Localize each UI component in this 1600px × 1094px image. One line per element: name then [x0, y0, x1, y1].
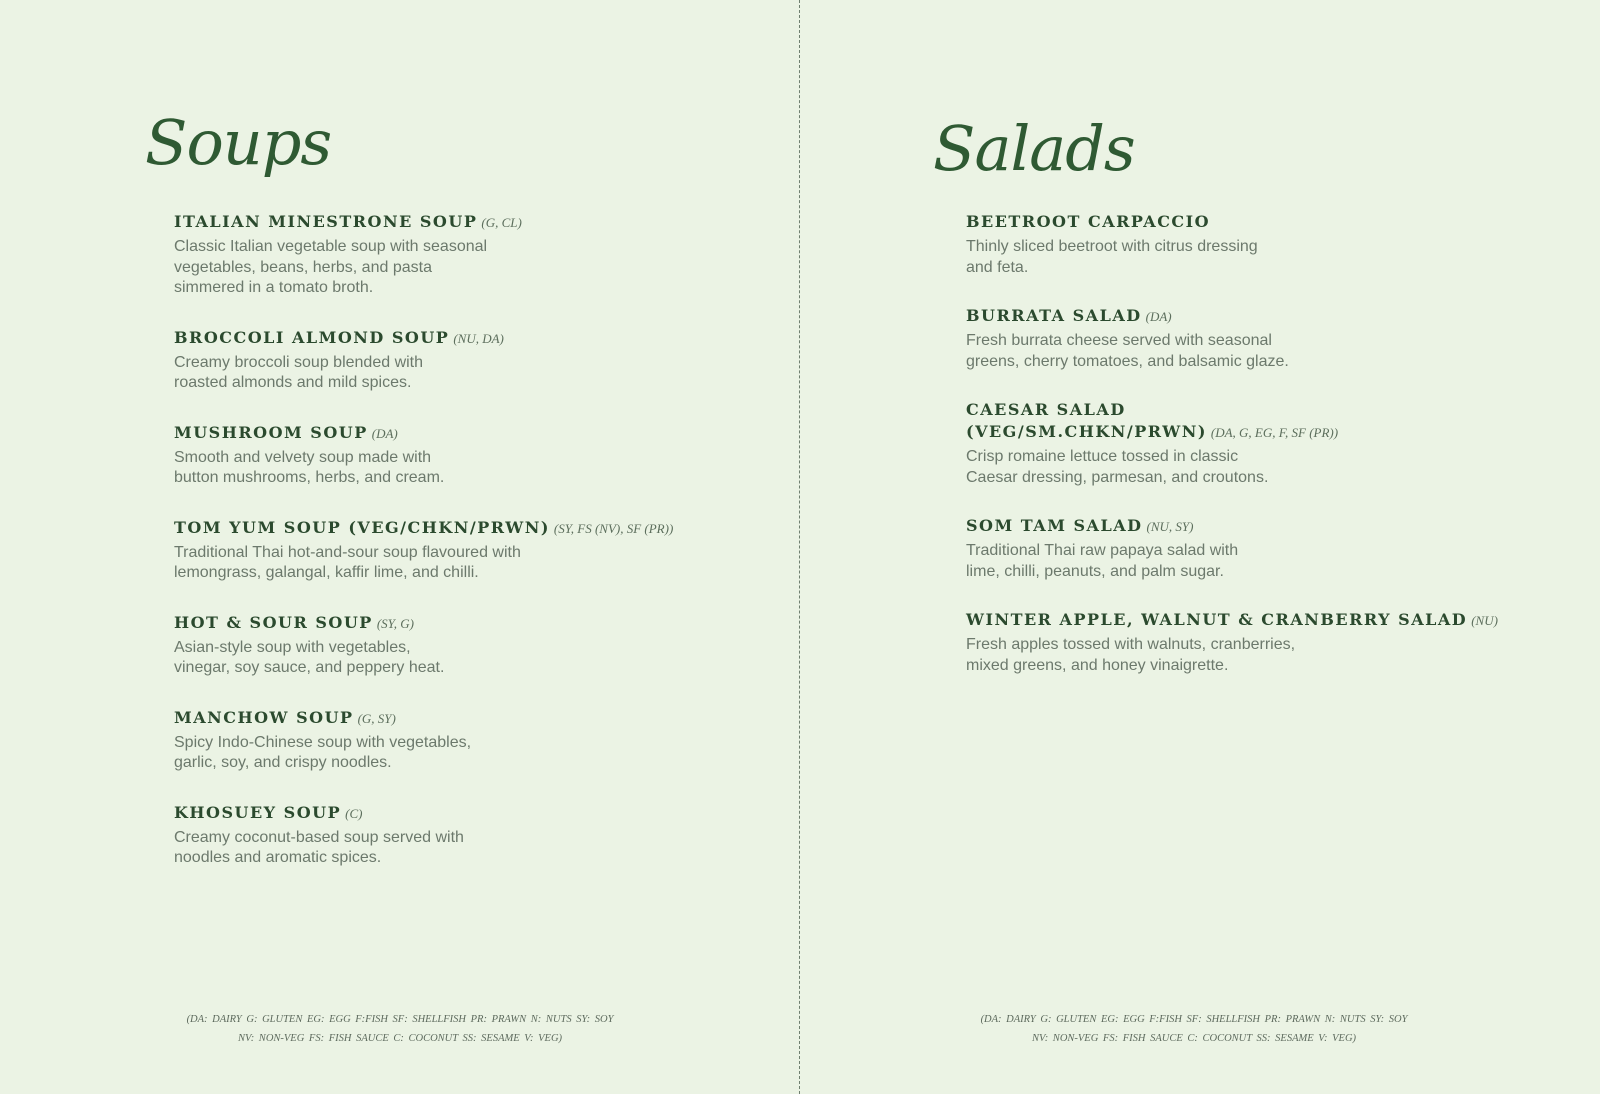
allergen-legend	[140, 1010, 660, 1048]
item-name: WINTER APPLE, WALNUT & CRANBERRY SALAD (NU)	[966, 610, 1498, 629]
allergen-codes: (DA)	[371, 425, 398, 441]
salads-page	[801, 0, 1600, 1094]
allergen-codes: (NU, DA)	[453, 330, 504, 346]
item-name: CAESAR SALAD (VEG/SM.CHKN/PRWN) (DA, G, EG, F, SF (PR))	[966, 400, 1339, 441]
menu-item	[174, 612, 734, 679]
allergen-codes: (NU, SY)	[1146, 519, 1194, 534]
salads-list	[966, 211, 1566, 703]
item-name: TOM YUM SOUP (VEG/CHKN/PRWN) (SY, FS (NV), SF (PR))	[174, 517, 674, 537]
menu-item	[174, 422, 734, 489]
menu-item	[966, 211, 1566, 278]
allergen-codes: (G, SY)	[357, 710, 396, 726]
menu-item	[966, 399, 1566, 488]
soups-page	[0, 0, 799, 1094]
soups-list	[174, 211, 734, 897]
item-name: BEETROOT CARPACCIO	[966, 212, 1211, 231]
allergen-codes: (DA, G, EG, F, SF (PR))	[1210, 425, 1339, 440]
allergen-legend	[934, 1010, 1454, 1048]
menu-item	[174, 211, 734, 299]
allergen-codes: (DA)	[1145, 309, 1172, 324]
item-description: Thinly sliced beetroot with citrus dressing and feta.	[966, 238, 1258, 276]
item-description: Spicy Indo-Chinese soup with vegetables, garlic, soy, and crispy noodles.	[174, 733, 472, 771]
menu-item	[966, 305, 1566, 372]
item-description: Fresh burrata cheese served with seasonal greens, cherry tomatoes, and balsamic glaze.	[966, 332, 1289, 370]
item-name: HOT & SOUR SOUP (SY, G)	[174, 612, 414, 632]
salads-title: Salads	[933, 112, 1135, 185]
legend-line: (DA: DAIRY G: GLUTEN EG: EGG F:FISH SF: SHELLFISH PR: PRAWN N: NUTS SY: SOY	[186, 1014, 614, 1025]
legend-line: (DA: DAIRY G: GLUTEN EG: EGG F:FISH SF: SHELLFISH PR: PRAWN N: NUTS SY: SOY	[980, 1014, 1408, 1025]
menu-item	[174, 802, 734, 869]
item-name: BURRATA SALAD (DA)	[966, 306, 1172, 325]
item-description: Crisp romaine lettuce tossed in classic Caesar dressing, parmesan, and croutons.	[966, 448, 1269, 486]
item-description: Creamy coconut-based soup served with noodles and aromatic spices.	[174, 828, 464, 866]
allergen-codes: (SY, G)	[376, 615, 414, 631]
allergen-codes: (SY, FS (NV), SF (PR))	[553, 520, 674, 536]
menu-item	[174, 517, 734, 584]
item-description: Creamy broccoli soup blended with roasted almonds and mild spices.	[174, 353, 424, 391]
menu-item	[174, 327, 734, 394]
item-name: SOM TAM SALAD (NU, SY)	[966, 516, 1194, 535]
menu-item	[966, 609, 1566, 676]
menu-item	[174, 707, 734, 774]
item-name: KHOSUEY SOUP (C)	[174, 802, 363, 822]
item-description: Smooth and velvety soup made with button mushrooms, herbs, and cream.	[174, 448, 445, 486]
item-description: Fresh apples tossed with walnuts, cranberries, mixed greens, and honey vinaigrette.	[966, 636, 1296, 674]
item-name: MUSHROOM SOUP (DA)	[174, 422, 398, 442]
item-description: Traditional Thai raw papaya salad with lime, chilli, peanuts, and palm sugar.	[966, 542, 1239, 580]
item-name: BROCCOLI ALMOND SOUP (NU, DA)	[174, 327, 504, 347]
item-description: Classic Italian vegetable soup with seasonal vegetables, beans, herbs, and pasta simmered in a tomato broth.	[174, 238, 488, 296]
item-name: ITALIAN MINESTRONE SOUP (G, CL)	[174, 212, 522, 231]
item-description: Traditional Thai hot-and-sour soup flavoured with lemongrass, galangal, kaffir lime, and chilli.	[174, 543, 521, 581]
menu-item	[966, 515, 1566, 582]
legend-line: NV: NON-VEG FS: FISH SAUCE C: COCONUT SS: SESAME V: VEG)	[237, 1033, 563, 1044]
soups-title: Soups	[145, 106, 332, 179]
allergen-codes: (G, CL)	[481, 215, 522, 230]
allergen-codes: (NU)	[1471, 613, 1498, 628]
allergen-codes: (C)	[345, 805, 363, 821]
page-divider	[799, 0, 800, 1094]
item-description: Asian-style soup with vegetables, vinegar, soy sauce, and peppery heat.	[174, 638, 445, 676]
item-name: MANCHOW SOUP (G, SY)	[174, 707, 396, 727]
legend-line: NV: NON-VEG FS: FISH SAUCE C: COCONUT SS: SESAME V: VEG)	[1031, 1033, 1357, 1044]
